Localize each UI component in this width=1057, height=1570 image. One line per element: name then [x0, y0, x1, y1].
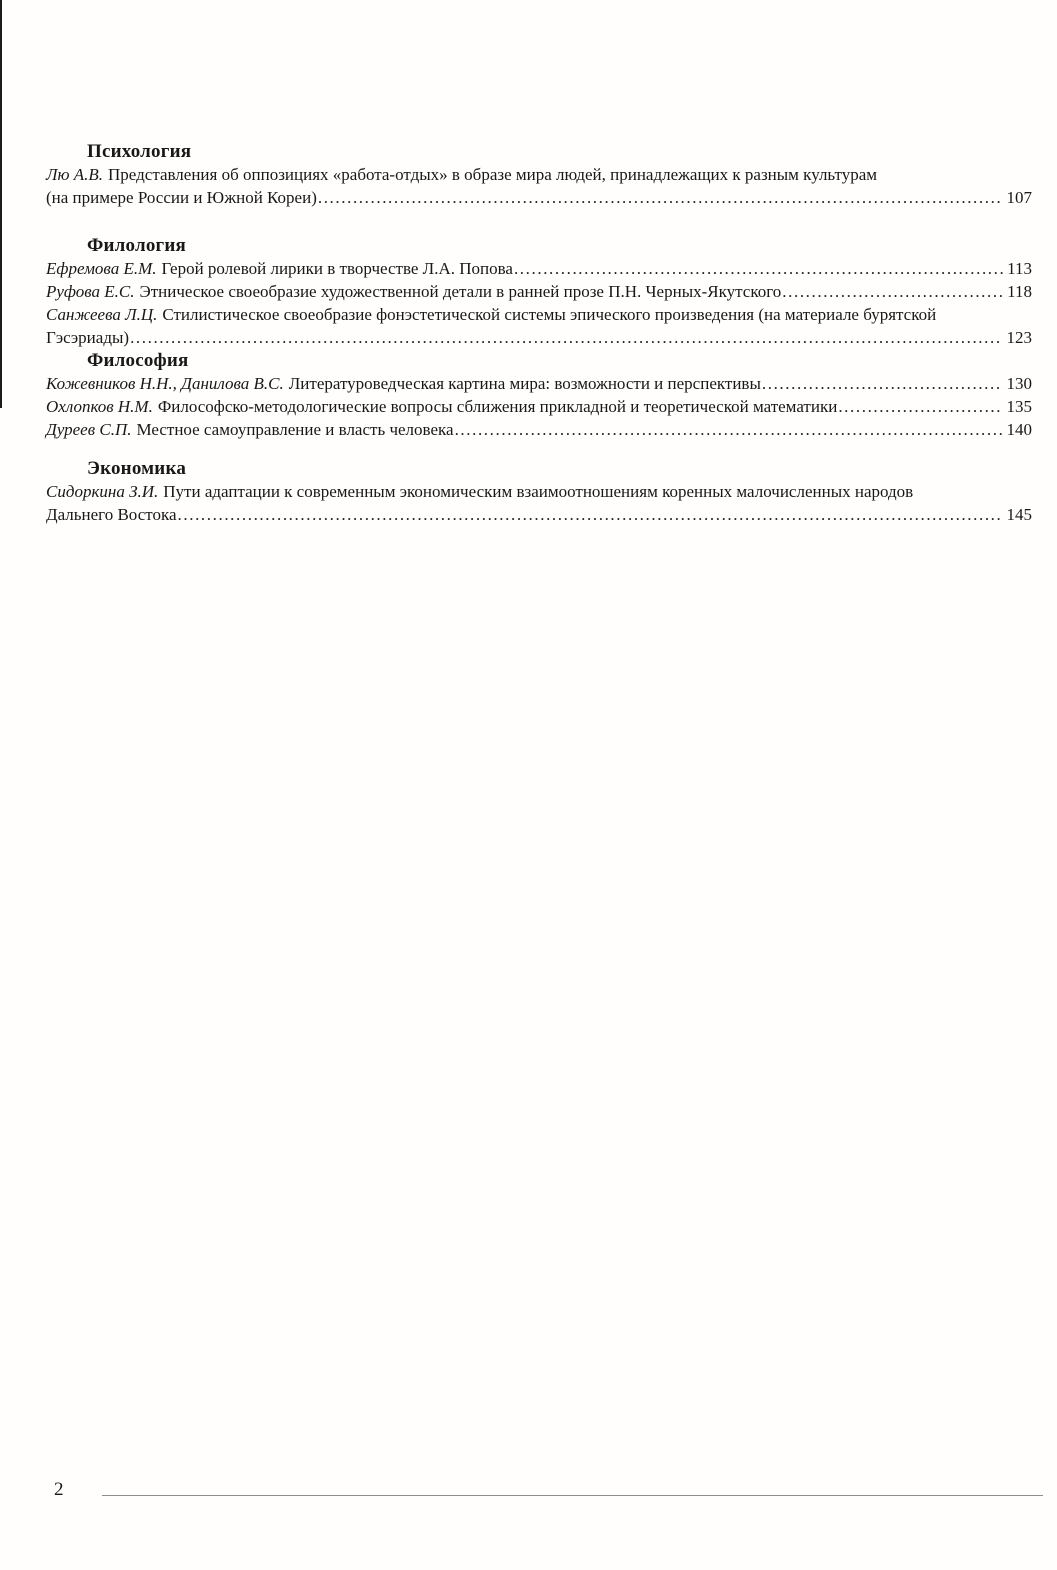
- entry-line: [46, 503, 1032, 526]
- entry-author: Дуреев С.П.: [46, 420, 132, 439]
- entry-page-number: 123: [1006, 328, 1032, 347]
- entry-author: Лю А.В.: [46, 165, 104, 184]
- dot-leader: [762, 372, 1003, 395]
- entry-line: [46, 372, 1032, 395]
- entry-author: Ефремова Е.М.: [46, 259, 157, 278]
- dot-leader: [514, 257, 1003, 280]
- entry-title: Герой ролевой лирики в творчестве Л.А. Попова: [161, 259, 513, 278]
- entry-author: Санжеева Л.Ц.: [46, 305, 158, 324]
- entry-title-continuation: (на примере России и Южной Кореи): [46, 188, 317, 207]
- section-heading: Психология: [87, 141, 192, 162]
- entry-page-number: 130: [1006, 374, 1032, 393]
- entry-line: [46, 326, 1032, 349]
- footer-page-number: 2: [54, 1479, 64, 1500]
- entry-title: Пути адаптации к современным экономическим взаимоотношениям коренных малочисленных народов: [163, 482, 914, 501]
- entry-line: [46, 480, 1032, 503]
- entry-title: Представления об оппозициях «работа-отдых» в образе мира людей, принадлежащих к разным культурам: [108, 165, 878, 184]
- entry-page-number: 145: [1006, 505, 1032, 524]
- entry-author: Охлопков Н.М.: [46, 397, 153, 416]
- toc-entry: [46, 418, 1032, 441]
- toc-content: [46, 140, 1032, 526]
- dot-leader: [782, 280, 1003, 303]
- section-heading: Экономика: [87, 458, 187, 479]
- toc-section-philology: [46, 234, 1032, 349]
- entry-title-continuation: Дальнего Востока: [46, 505, 177, 524]
- toc-entry: [46, 395, 1032, 418]
- toc-section-economics: [46, 457, 1032, 526]
- entry-title: Философско-методологические вопросы сближения прикладной и теоретической математики: [157, 397, 838, 416]
- dot-leader: [455, 418, 1003, 441]
- entry-title: Местное самоуправление и власть человека: [136, 420, 454, 439]
- entry-line: [46, 257, 1032, 280]
- entry-author: Кожевников Н.Н., Данилова В.С.: [46, 374, 284, 393]
- section-heading: Филология: [87, 235, 186, 256]
- entry-page-number: 118: [1007, 282, 1032, 301]
- toc-entry: [46, 163, 1032, 209]
- entry-line: [46, 303, 1032, 326]
- section-heading: Философия: [87, 350, 189, 371]
- entry-title: Этническое своеобразие художественной детали в ранней прозе П.Н. Черных-Якутского: [139, 282, 782, 301]
- toc-section-philosophy: [46, 349, 1032, 441]
- dot-leader: [838, 395, 1002, 418]
- entry-title-continuation: Гэсэриады): [46, 328, 130, 347]
- entry-author: Сидоркина З.И.: [46, 482, 159, 501]
- entry-page-number: 140: [1006, 420, 1032, 439]
- entry-page-number: 107: [1006, 188, 1032, 207]
- dot-leader: [130, 326, 1002, 349]
- toc-section-psychology: [46, 140, 1032, 209]
- entry-line: [46, 395, 1032, 418]
- entry-title: Литературоведческая картина мира: возможности и перспективы: [288, 374, 761, 393]
- entry-line: [46, 186, 1032, 209]
- dot-leader: [178, 503, 1003, 526]
- entry-title: Стилистическое своеобразие фонэстетической системы эпического произведения (на материале бурятской: [162, 305, 937, 324]
- toc-entry: [46, 303, 1032, 349]
- entry-author: Руфова Е.С.: [46, 282, 135, 301]
- toc-entry: [46, 257, 1032, 280]
- entry-page-number: 135: [1006, 397, 1032, 416]
- entry-page-number: 113: [1007, 259, 1032, 278]
- scan-edge-artifact: [0, 0, 2, 408]
- toc-entry: [46, 480, 1032, 526]
- entry-line: [46, 280, 1032, 303]
- dot-leader: [318, 186, 1003, 209]
- footer-rule: [102, 1495, 1043, 1496]
- toc-entry: [46, 280, 1032, 303]
- toc-entry: [46, 372, 1032, 395]
- entry-line: [46, 163, 1032, 186]
- entry-line: [46, 418, 1032, 441]
